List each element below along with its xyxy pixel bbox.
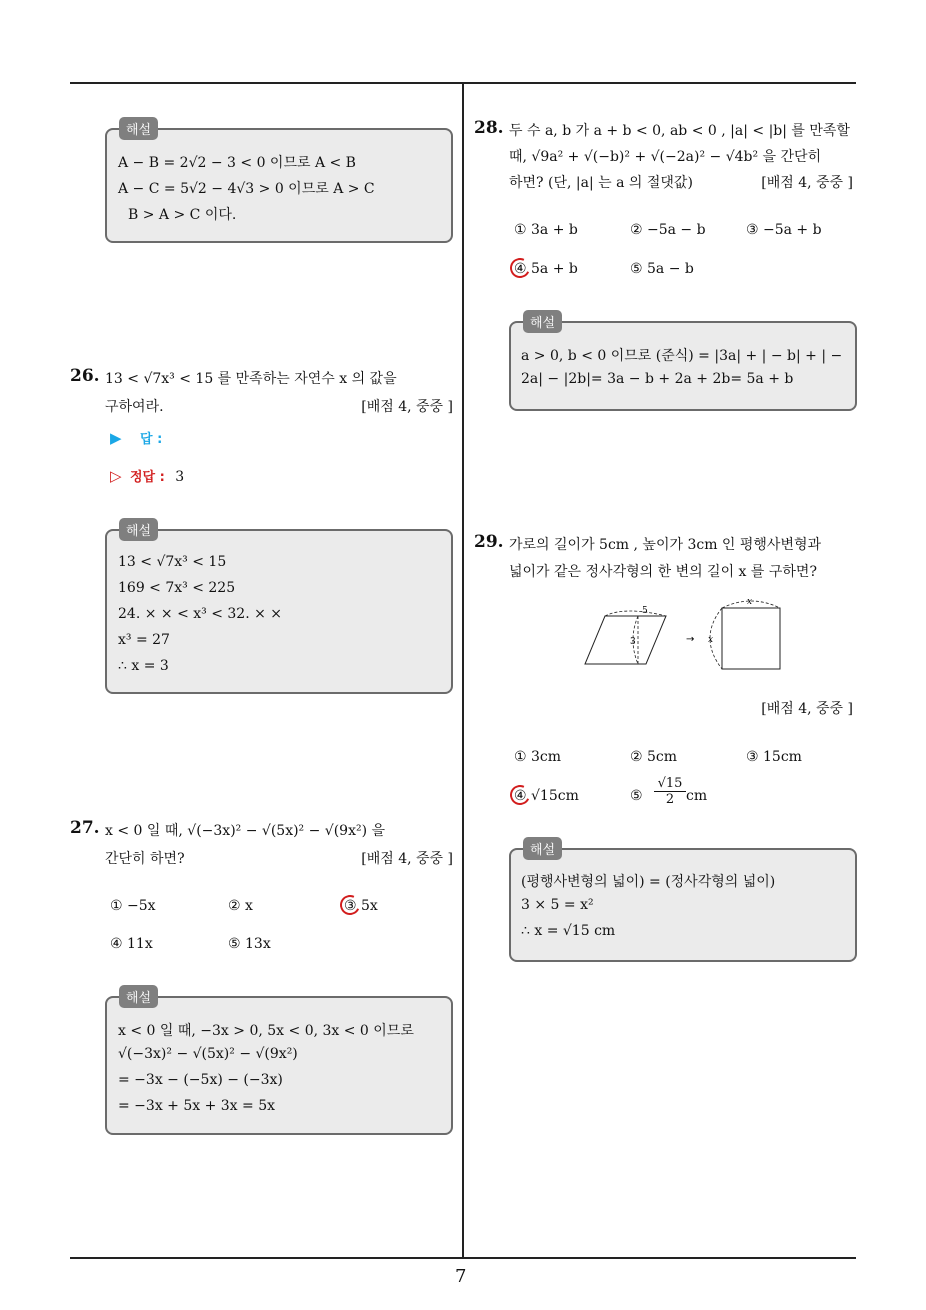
q28-score: [배점 4, 중중 ] xyxy=(761,175,853,191)
q27-solution-tag: 해설 xyxy=(119,985,158,1008)
q29-choice-5-unit: cm xyxy=(686,788,708,804)
q28-choice-5[interactable]: ⑤ 5a − b xyxy=(630,261,694,277)
play-icon: ▶ xyxy=(110,429,122,447)
q28-text-line-2: 때, √9a² + √(−b)² + √(−2a)² − √4b² 을 간단히 xyxy=(509,149,822,165)
q29-score: [배점 4, 중중 ] xyxy=(761,701,853,717)
q27-choice-4[interactable]: ④ 11x xyxy=(110,936,153,952)
q26-correct-row xyxy=(110,466,184,485)
square-shape xyxy=(722,608,780,669)
q26-solution-line-3: 24. × × < x³ < 32. × × xyxy=(118,606,283,622)
q29-number: 29. xyxy=(474,532,504,552)
figure-arrow: → xyxy=(686,634,695,645)
q29-choice-3[interactable]: ③ 15cm xyxy=(746,749,802,765)
column-divider xyxy=(462,82,464,1258)
q28-solution-box xyxy=(509,321,857,411)
q29-choice-2[interactable]: ② 5cm xyxy=(630,749,678,765)
q26-answer-label: 답 : xyxy=(140,432,163,447)
q27-solution-line-1: x < 0 일 때, −3x > 0, 5x < 0, 3x < 0 이므로 xyxy=(118,1023,414,1039)
q27-solution-box xyxy=(105,996,453,1135)
parallelogram-shape xyxy=(585,616,666,664)
q27-score: [배점 4, 중중 ] xyxy=(361,851,453,867)
figure-label-3: 3 xyxy=(630,637,636,647)
q26-solution-line-2: 169 < 7x³ < 225 xyxy=(118,580,236,596)
q29-choice-5-denominator: 2 xyxy=(665,792,675,807)
q27-solution-line-4: = −3x + 5x + 3x = 5x xyxy=(118,1098,276,1114)
q28-solution-tag: 해설 xyxy=(523,310,562,333)
parallelogram-rotation-arc xyxy=(605,611,666,616)
q29-choice-5-numerator: √15 xyxy=(654,776,686,792)
q29-choice-5-fraction xyxy=(654,776,686,807)
q26-text-line-1: 13 < √7x³ < 15 를 만족하는 자연수 x 의 값을 xyxy=(105,371,397,387)
page-number: 7 xyxy=(455,1266,467,1287)
q27-text-line-2: 간단히 하면? xyxy=(105,851,185,867)
q25-solution-line-3: B > A > C 이다. xyxy=(128,207,237,223)
play-outline-icon: ▷ xyxy=(110,467,122,485)
q27-solution-line-2: √(−3x)² − √(5x)² − √(9x²) xyxy=(118,1046,298,1062)
q27-solution-line-3: = −3x − (−5x) − (−3x) xyxy=(118,1072,283,1088)
q28-number: 28. xyxy=(474,118,504,138)
q26-solution-line-1: 13 < √7x³ < 15 xyxy=(118,554,227,570)
q29-choice-4[interactable]: ④ √15cm xyxy=(514,788,579,804)
q27-choice-3[interactable]: ③ 5x xyxy=(344,898,378,914)
q25-solution-line-2: A − C = 5√2 − 4√3 > 0 이므로 A > C xyxy=(118,181,375,197)
q26-text-line-2: 구하여라. xyxy=(105,399,164,415)
q29-figure xyxy=(580,596,790,674)
q28-text-line-3: 하면? (단, |a| 는 a 의 절댓값) xyxy=(509,175,693,191)
q26-solution-line-4: x³ = 27 xyxy=(118,632,170,648)
q29-solution-line-3: ∴ x = √15 cm xyxy=(521,923,616,939)
q27-choice-5[interactable]: ⑤ 13x xyxy=(228,936,271,952)
q29-solution-line-1: (평행사변형의 넓이) = (정사각형의 넓이) xyxy=(521,874,776,890)
figure-label-x-side: x xyxy=(708,635,714,645)
q29-text-line-1: 가로의 길이가 5cm , 높이가 3cm 인 평행사변형과 xyxy=(509,537,822,553)
q26-solution-tag: 해설 xyxy=(119,518,158,541)
q27-choice-2[interactable]: ② x xyxy=(228,898,253,914)
q28-choice-3[interactable]: ③ −5a + b xyxy=(746,222,822,238)
q29-choice-1[interactable]: ① 3cm xyxy=(514,749,562,765)
q29-text-line-2: 넓이가 같은 정사각형의 한 변의 길이 x 를 구하면? xyxy=(509,564,817,580)
q28-choice-1[interactable]: ① 3a + b xyxy=(514,222,578,238)
q27-text-line-1: x < 0 일 때, √(−3x)² − √(5x)² − √(9x²) 을 xyxy=(105,823,386,839)
q28-choice-2[interactable]: ② −5a − b xyxy=(630,222,706,238)
q26-correct-value: 3 xyxy=(175,469,185,485)
q26-answer-row xyxy=(110,428,162,447)
bottom-rule xyxy=(70,1257,856,1259)
q26-score: [배점 4, 중중 ] xyxy=(361,399,453,415)
q29-solution-line-2: 3 × 5 = x² xyxy=(521,897,594,913)
q28-choice-4[interactable]: ④ 5a + b xyxy=(514,261,578,277)
q27-number: 27. xyxy=(70,818,100,838)
q29-solution-tag: 해설 xyxy=(523,837,562,860)
q26-number: 26. xyxy=(70,366,100,386)
q25-solution-tag: 해설 xyxy=(119,117,158,140)
q28-solution-line-2: 2a| − |2b|= 3a − b + 2a + 2b= 5a + b xyxy=(521,371,794,387)
q26-solution-line-5: ∴ x = 3 xyxy=(118,658,169,674)
figure-label-x-top: x xyxy=(747,597,753,607)
q26-correct-label: 정답 : xyxy=(130,470,165,485)
q28-solution-line-1: a > 0, b < 0 이므로 (준식) = |3a| + | − b| + | − xyxy=(521,348,843,364)
q29-choice-5-number: ⑤ xyxy=(630,788,643,804)
q27-choice-1[interactable]: ① −5x xyxy=(110,898,156,914)
q28-text-line-1: 두 수 a, b 가 a + b < 0, ab < 0 , |a| < |b| 를 만족할 xyxy=(509,123,850,139)
q25-solution-line-1: A − B = 2√2 − 3 < 0 이므로 A < B xyxy=(118,155,356,171)
figure-label-5: 5 xyxy=(642,606,648,616)
